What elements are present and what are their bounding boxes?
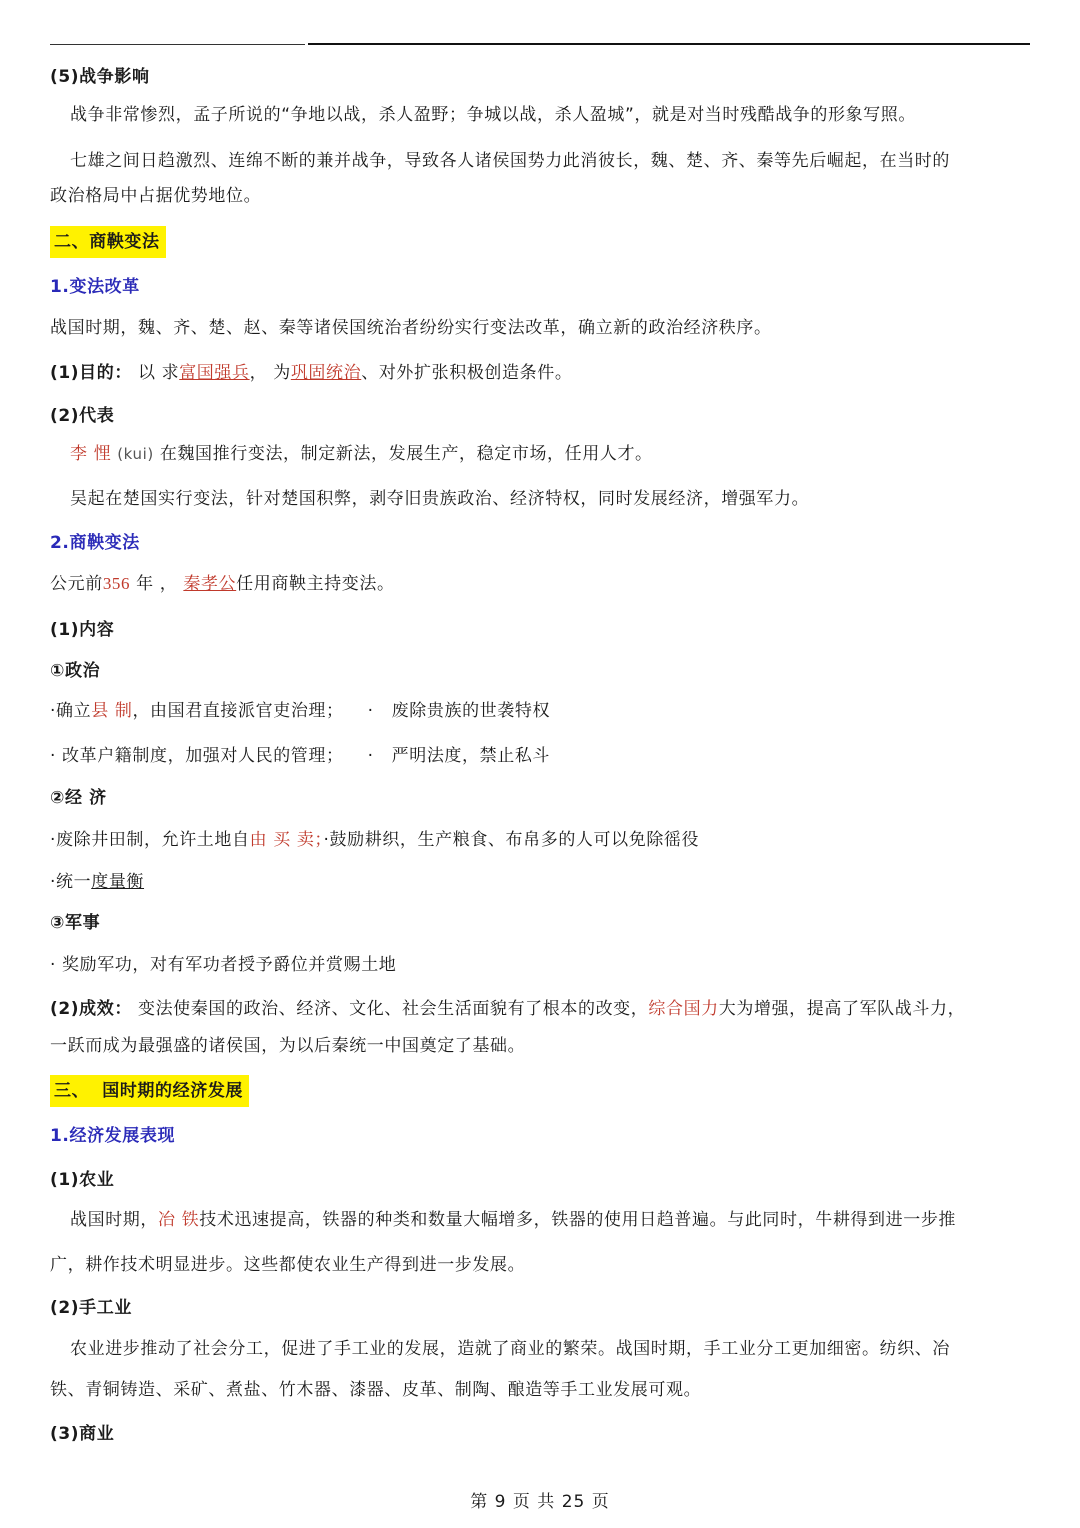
subheading-shang-yang: 2.商鞅变法 bbox=[50, 533, 140, 553]
goal-line bbox=[50, 362, 572, 384]
header-rule-left bbox=[50, 44, 305, 45]
paragraph: 农业进步推动了社会分工，促进了手工业的发展，造就了商业的繁荣。战国时期，手工业分工更加细密。纺织、冶 bbox=[70, 1339, 950, 1359]
keyword: 由 买 卖； bbox=[249, 830, 324, 850]
paragraph: 一跃而成为最强盛的诸侯国，为以后秦统一中国奠定了基础。 bbox=[50, 1036, 526, 1056]
subheading-reform: 1.变法改革 bbox=[50, 277, 140, 297]
subheading-economic-development: 1.经济发展表现 bbox=[50, 1126, 176, 1146]
keyword: 冶 铁 bbox=[158, 1210, 200, 1230]
page-number: 第 9 页 共 25 页 bbox=[470, 1492, 610, 1512]
keyword: 秦孝公 bbox=[183, 574, 237, 594]
keyword: 李 悝 bbox=[70, 444, 112, 464]
politics-line-1 bbox=[50, 700, 550, 722]
keyword: 综合国力 bbox=[648, 999, 719, 1019]
section-title-handicraft: (2)手工业 bbox=[50, 1298, 132, 1318]
section-title-economy: ②经 济 bbox=[50, 788, 107, 808]
header-rule-right bbox=[308, 43, 1030, 45]
keyword: 度量衡 bbox=[91, 872, 145, 892]
effect-line bbox=[50, 998, 965, 1020]
text: 任用商鞅主持变法。 bbox=[236, 574, 395, 594]
heading-text: 二、商鞅变法 bbox=[50, 226, 166, 258]
section-title-commerce: (3)商业 bbox=[50, 1424, 115, 1444]
text: ·统一 bbox=[50, 872, 92, 892]
year-number: 356 bbox=[102, 574, 131, 593]
economy-line-2 bbox=[50, 871, 144, 893]
text: 公元前 bbox=[50, 574, 103, 594]
text: 变法使秦国的政治、经济、文化、社会生活面貌有了根本的改变， bbox=[131, 999, 649, 1019]
agriculture-line-1 bbox=[70, 1209, 956, 1231]
keyword: 富国强兵 bbox=[179, 363, 250, 383]
politics-line-2: · 改革户籍制度，加强对人民的管理； · 严明法度，禁止私斗 bbox=[50, 746, 551, 766]
section-title-war-impact: (5)战争影响 bbox=[50, 67, 150, 87]
text: 战国时期， bbox=[70, 1210, 158, 1230]
heading-economy bbox=[50, 1080, 249, 1102]
section-title-politics: ①政治 bbox=[50, 661, 101, 681]
pinyin: (kui) bbox=[117, 445, 154, 463]
text: 、对外扩张积极创造条件。 bbox=[361, 363, 573, 383]
section-title-content: (1)内容 bbox=[50, 620, 115, 640]
paragraph: 铁、青铜铸造、采矿、煮盐、竹木器、漆器、皮革、制陶、酿造等手工业发展可观。 bbox=[50, 1380, 702, 1400]
paragraph: 政治格局中占据优势地位。 bbox=[50, 186, 262, 206]
paragraph: 吴起在楚国实行变法，针对楚国积弊，剥夺旧贵族政治、经济特权，同时发展经济，增强军力。 bbox=[70, 489, 810, 509]
text: 在魏国推行变法，制定新法，发展生产，稳定市场，任用人才。 bbox=[159, 444, 653, 464]
text: ， 为 bbox=[249, 363, 291, 383]
paragraph: 战国时期，魏、齐、楚、赵、秦等诸侯国统治者纷纷实行变法改革，确立新的政治经济秩序。 bbox=[50, 318, 772, 338]
economy-line-1 bbox=[50, 829, 699, 851]
text: 年 ， bbox=[130, 574, 178, 594]
section-title-military: ③军事 bbox=[50, 913, 101, 933]
likui-line bbox=[70, 443, 653, 465]
heading-shang-yang bbox=[50, 231, 166, 253]
heading-text: 三、 国时期的经济发展 bbox=[50, 1075, 249, 1107]
text: 技术迅速提高，铁器的种类和数量大幅增多，铁器的使用日趋普遍。与此同时，牛耕得到进一步推 bbox=[199, 1210, 957, 1230]
text: 大为增强，提高了军队战斗力， bbox=[718, 999, 966, 1019]
text: ·鼓励耕织，生产粮食、布帛多的人可以免除徭役 bbox=[323, 830, 700, 850]
year-line bbox=[50, 573, 395, 595]
paragraph: 广，耕作技术明显进步。这些都使农业生产得到进一步发展。 bbox=[50, 1255, 526, 1275]
label: (2)成效： bbox=[50, 999, 132, 1019]
keyword: 巩固统治 bbox=[290, 363, 362, 383]
keyword: 县 制 bbox=[91, 701, 133, 721]
text: ·确立 bbox=[50, 701, 92, 721]
label: (1)目的： bbox=[50, 363, 132, 383]
text: ·废除井田制，允许土地自 bbox=[50, 830, 250, 850]
section-title-agriculture: (1)农业 bbox=[50, 1170, 115, 1190]
text: 以 求 bbox=[137, 363, 180, 383]
section-title-representatives: (2)代表 bbox=[50, 406, 115, 426]
military-line: · 奖励军功，对有军功者授予爵位并赏赐土地 bbox=[50, 955, 397, 975]
paragraph: 战争非常惨烈，孟子所说的“争地以战，杀人盈野；争城以战，杀人盈城”，就是对当时残酷战争的形象写照。 bbox=[70, 105, 917, 125]
paragraph: 七雄之间日趋激烈、连绵不断的兼并战争，导致各人诸侯国势力此消彼长，魏、楚、齐、秦等先后崛起，在当时的 bbox=[70, 151, 950, 171]
text: ，由国君直接派官吏治理； · 废除贵族的世袭特权 bbox=[132, 701, 551, 721]
